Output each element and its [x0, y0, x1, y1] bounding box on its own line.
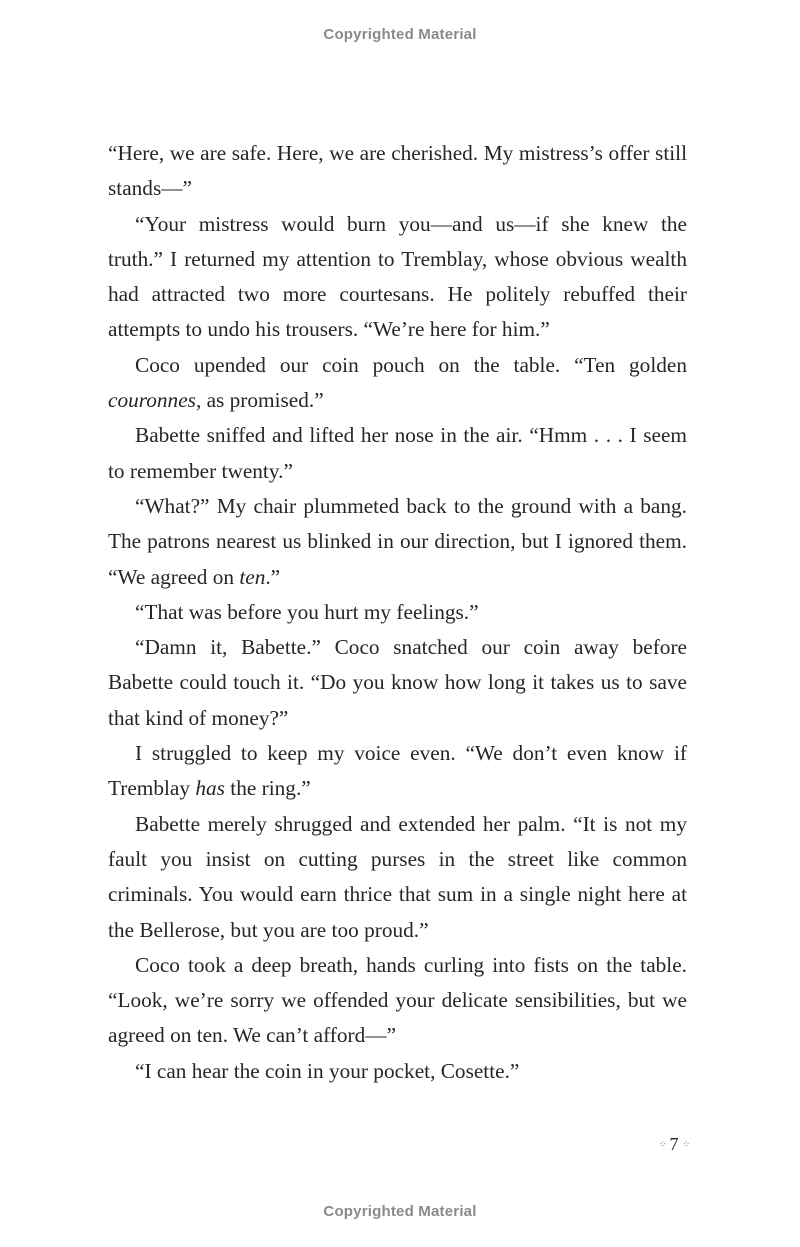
paragraph-1: “Here, we are safe. Here, we are cherished. My mistress’s offer still stands—”: [108, 141, 687, 201]
paragraph-6: “That was before you hurt my feelings.”: [135, 599, 479, 624]
paragraph-3-text-c: , as promised.”: [195, 388, 324, 413]
paragraph-9: Babette merely shrugged and extended her palm. “It is not my fault you insist on cutting purses in the street like common criminals. You would earn thrice that sum in a single night here at the Bellerose, but you are too proud.”: [108, 811, 687, 942]
paragraph-5-text-a: “What?” My chair plummeted back to the ground with a bang. The patrons nearest us blinked in our direction, but I ignored them. “We agreed on: [108, 493, 687, 589]
copyright-watermark-bottom: Copyrighted Material: [323, 1203, 477, 1220]
page-body-text: [108, 136, 687, 1089]
folio-ornament-left-icon: ⁘: [658, 1139, 666, 1149]
paragraph-8-italic: has: [195, 776, 225, 801]
page-number: 7: [669, 1134, 679, 1154]
paragraph-7: “Damn it, Babette.” Coco snatched our coin away before Babette could touch it. “Do you know how long it takes us to save that kind of money?”: [108, 635, 687, 730]
paragraph-8-text-c: the ring.”: [224, 776, 311, 801]
paragraph-5-italic: ten: [239, 564, 266, 589]
folio-ornament-right-icon: ⁘: [682, 1139, 689, 1149]
copyright-watermark-top: Copyrighted Material: [323, 26, 477, 43]
paragraph-5: [108, 489, 687, 595]
paragraph-3-italic: couronnes: [108, 388, 196, 413]
paragraph-5-text-c: .”: [265, 564, 281, 589]
paragraph-3-text-a: Coco upended our coin pouch on the table. “Ten golden: [135, 352, 687, 377]
page-folio: [659, 1134, 689, 1155]
paragraph-2: “Your mistress would burn you—and us—if she knew the truth.” I returned my attention to Tremblay, whose obvious wealth had attracted two more courtesans. He politely rebuffed their attempts to undo his trousers. “We’re here for him.”: [108, 211, 687, 342]
paragraph-4: Babette sniffed and lifted her nose in the air. “Hmm . . . I seem to remember twenty.”: [108, 423, 687, 483]
paragraph-10: Coco took a deep breath, hands curling into fists on the table. “Look, we’re sorry we offended your delicate sensibilities, but we agreed on ten. We can’t afford—”: [108, 952, 687, 1048]
paragraph-8-text-a: I struggled to keep my voice even. “We don’t even know if Tremblay: [108, 741, 687, 801]
paragraph-11: “I can hear the coin in your pocket, Cosette.”: [135, 1058, 520, 1083]
paragraph-8: [108, 736, 687, 807]
paragraph-3: [108, 348, 687, 419]
